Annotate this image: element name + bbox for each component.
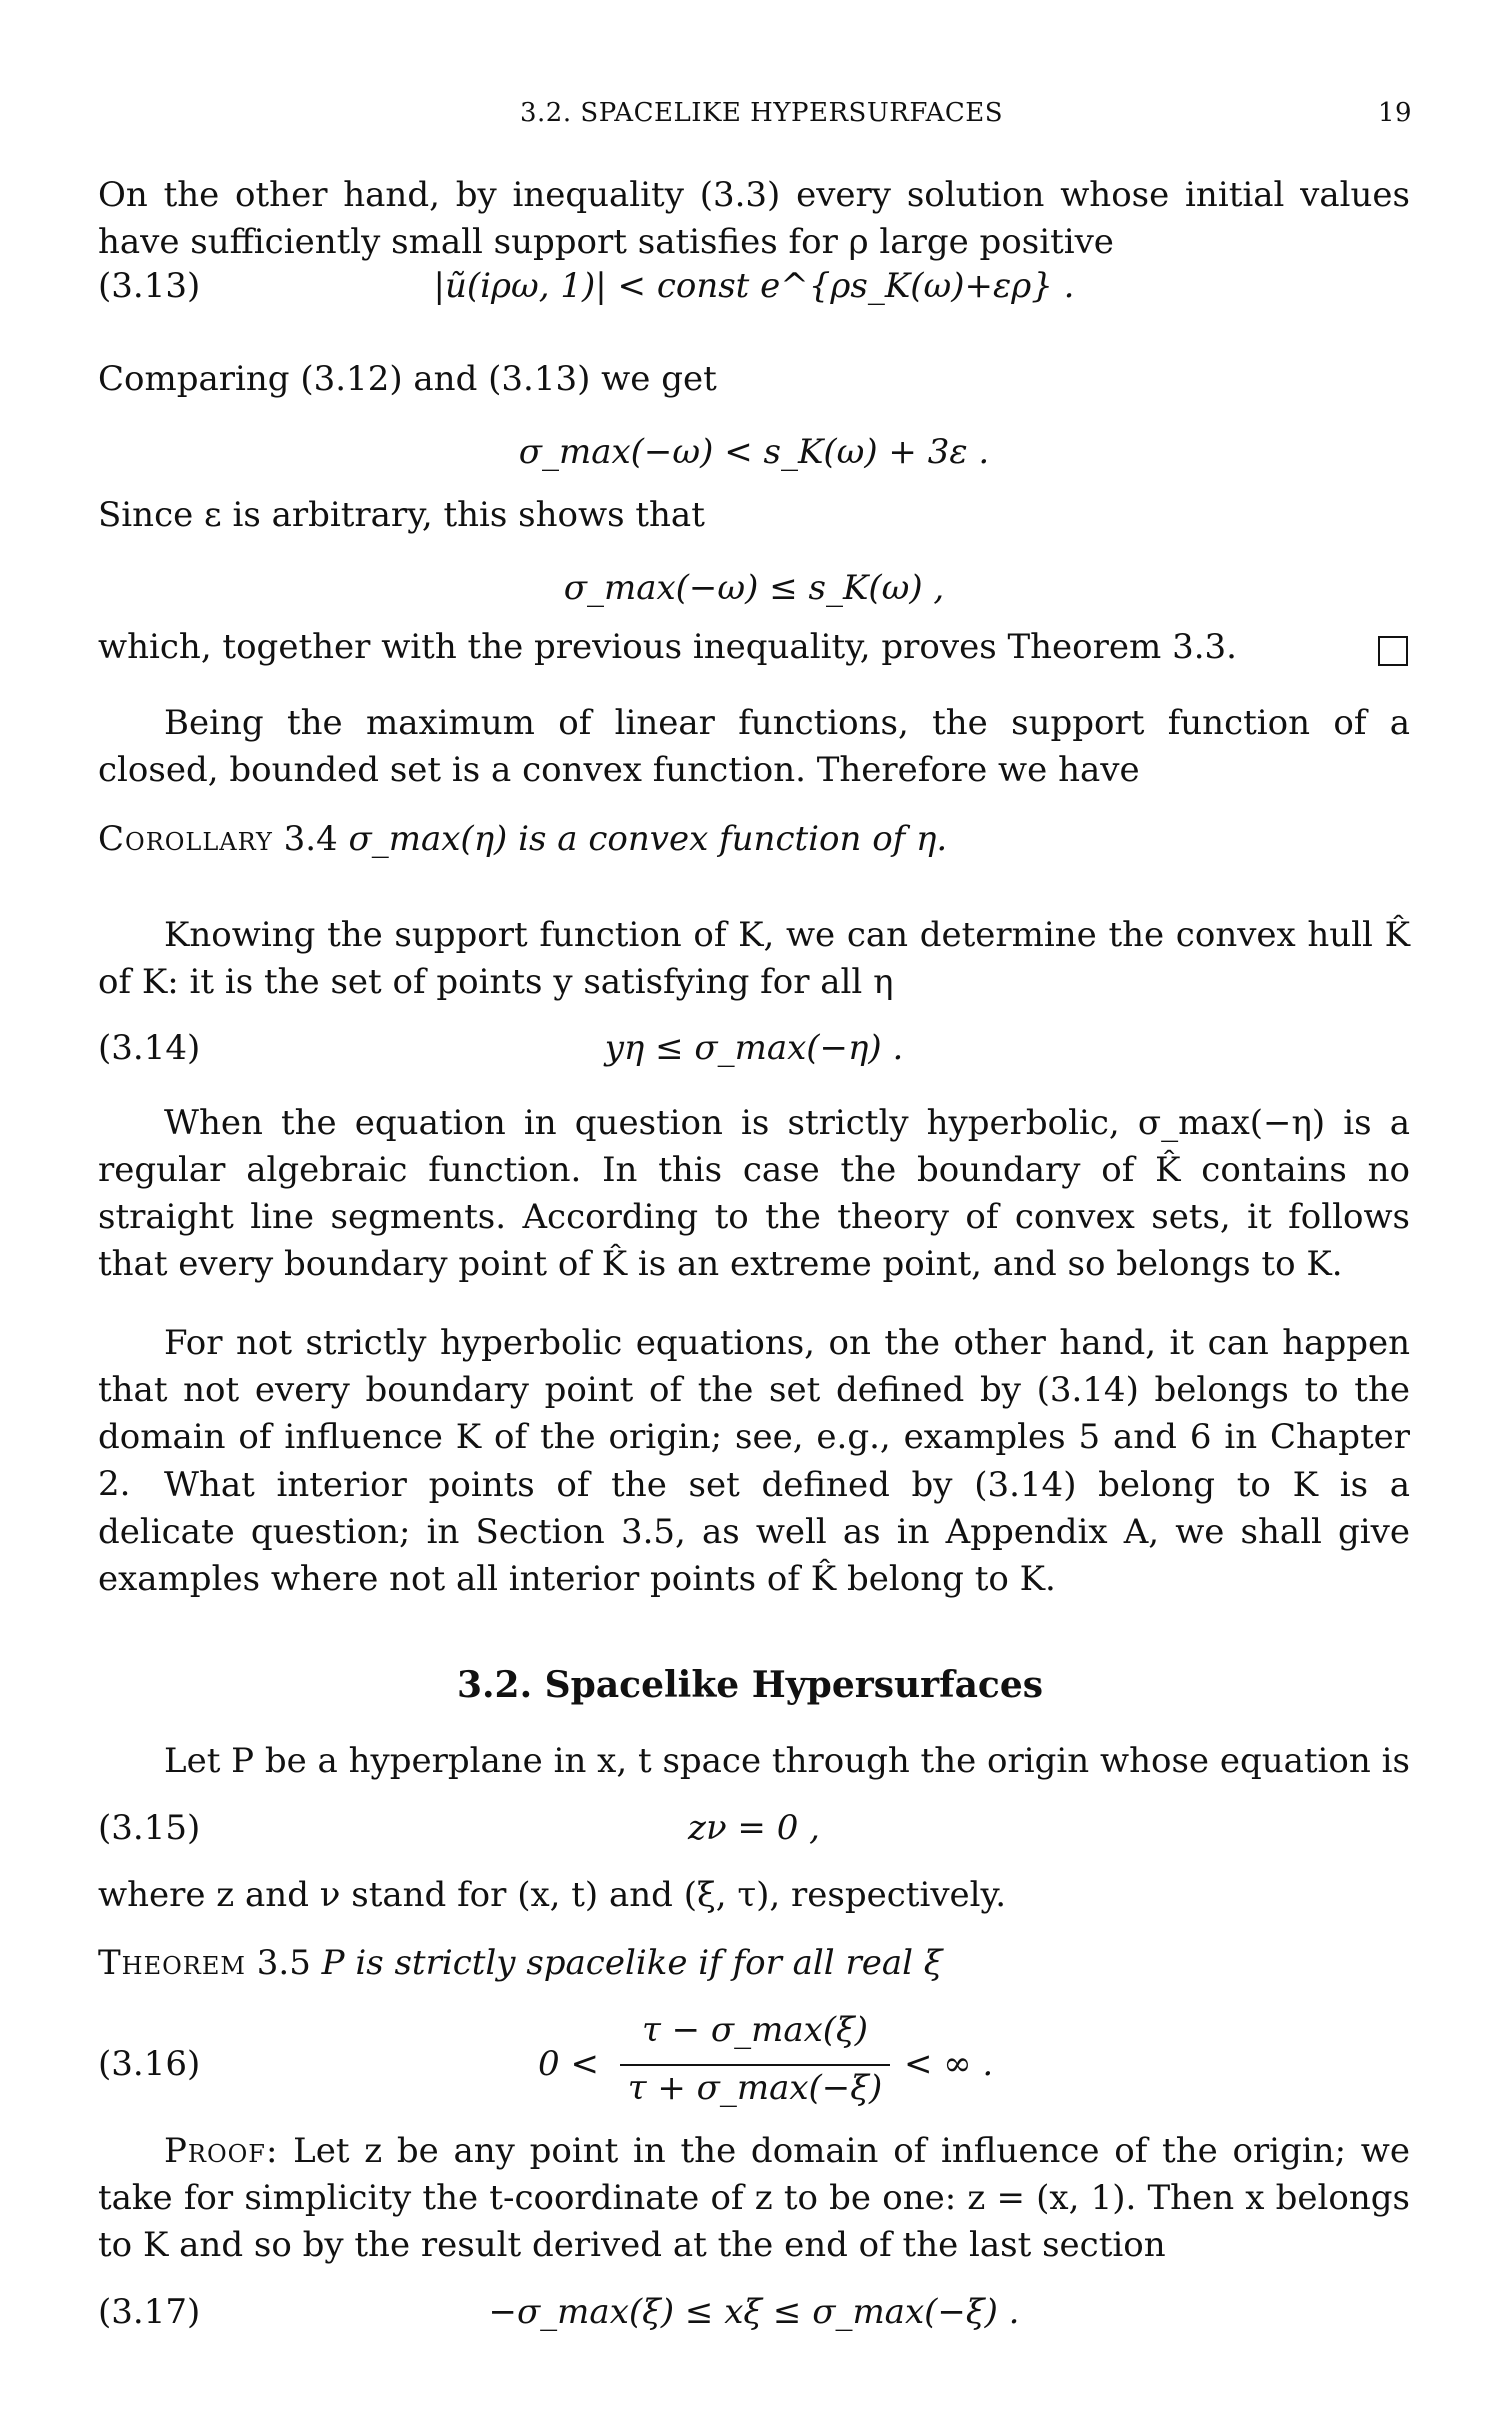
paragraph-being: Being the maximum of linear functions, the support function of a closed, bounded set is a convex function. Therefore we have <box>98 703 1410 790</box>
qed-square <box>1378 636 1408 666</box>
equation-number: (3.15) <box>98 1808 201 1848</box>
equation-sigma-le <box>98 568 1410 618</box>
fraction-bar <box>620 2064 890 2066</box>
paragraph-support: On the other hand, by inequality (3.3) every solution whose initial values have sufficiently small support satisfies for ρ large positive <box>98 175 1410 262</box>
proof-label: Proof: <box>164 2131 279 2171</box>
equation-3-15 <box>98 1808 1410 1858</box>
equation-3-14 <box>98 1028 1410 1078</box>
equation-right: < ∞ . <box>904 2044 994 2084</box>
equation-number: (3.13) <box>98 266 201 306</box>
paragraph-hyperplane: Let P be a hyperplane in x, t space through the origin whose equation is <box>164 1741 1410 1781</box>
equation-number: (3.17) <box>98 2292 201 2332</box>
theorem-3-5 <box>98 1940 1410 1987</box>
theorem-statement: P is strictly spacelike if for all real ξ <box>321 1943 943 1983</box>
corollary-statement: σ_max(η) is a convex function of η. <box>348 819 948 859</box>
paragraph-where: where z and ν stand for (x, t) and (ξ, τ), respectively. <box>98 1875 1007 1915</box>
paragraph-knowing: Knowing the support function of K, we can determine the convex hull K̂ of K: it is the set of points y satisfying for all η <box>98 915 1410 1002</box>
corollary-label: Corollary <box>98 819 273 859</box>
equation-body: σ_max(−ω) ≤ s_K(ω) , <box>563 568 945 608</box>
running-title: 3.2. SPACELIKE HYPERSURFACES <box>520 98 1004 128</box>
equation-body: yη ≤ σ_max(−η) . <box>604 1028 904 1068</box>
proof-paragraph <box>98 2128 1410 2269</box>
equation-body: zν = 0 , <box>688 1808 820 1848</box>
fraction-denominator: τ + σ_max(−ξ) <box>627 2068 883 2108</box>
corollary-number: 3.4 <box>283 819 338 859</box>
equation-body: −σ_max(ξ) ≤ xξ ≤ σ_max(−ξ) . <box>488 2292 1020 2332</box>
paragraph-which: which, together with the previous inequality, proves Theorem 3.3. <box>98 627 1237 667</box>
paragraph-comparing: Comparing (3.12) and (3.13) we get <box>98 359 717 399</box>
fraction-numerator: τ − σ_max(ξ) <box>641 2010 869 2050</box>
page-number: 19 <box>1378 98 1413 128</box>
equation-3-17 <box>98 2292 1410 2342</box>
section-title: 3.2. Spacelike Hypersurfaces <box>456 1664 1044 1706</box>
equation-body: σ_max(−ω) < s_K(ω) + 3ε . <box>518 432 990 472</box>
equation-3-13 <box>98 266 1410 316</box>
equation-number: (3.16) <box>98 2044 201 2084</box>
equation-sigma-lt <box>98 432 1410 482</box>
paragraph-interior-points: What interior points of the set defined by (3.14) belong to K is a delicate question; in Section 3.5, as well as in Appendix A, we shall give examples where not all interior points of K̂ belong to K. <box>98 1465 1410 1599</box>
equation-number: (3.14) <box>98 1028 201 1068</box>
paragraph-strictly-hyperbolic: When the equation in question is strictly hyperbolic, σ_max(−η) is a regular algebraic function. In this case the boundary of K̂ contains no straight line segments. According to the theory of convex sets, it follows that every boundary point of K̂ is an extreme point, and so belongs to K. <box>98 1103 1410 1284</box>
paragraph-not-strictly: For not strictly hyperbolic equations, on the other hand, it can happen that not every boundary point of the set defined by (3.14) belongs to the domain of influence K of the origin; see, e.g., examples 5 and 6 in Chapter 2. <box>98 1323 1410 1504</box>
paragraph-since: Since ε is arbitrary, this shows that <box>98 495 705 535</box>
equation-left: 0 < <box>538 2044 599 2084</box>
proof-text: Let z be any point in the domain of influence of the origin; we take for simplicity the t-coordinate of z to be one: z = (x, 1). Then x belongs to K and so by the result derived at the end of the last section <box>98 2131 1410 2265</box>
theorem-number: 3.5 <box>256 1943 311 1983</box>
theorem-label: Theorem <box>98 1943 246 1983</box>
corollary-3-4 <box>98 816 1410 863</box>
equation-3-16 <box>98 2010 1410 2108</box>
equation-body: |ũ(iρω, 1)| < const e^{ρs_K(ω)+ερ} . <box>433 266 1075 306</box>
